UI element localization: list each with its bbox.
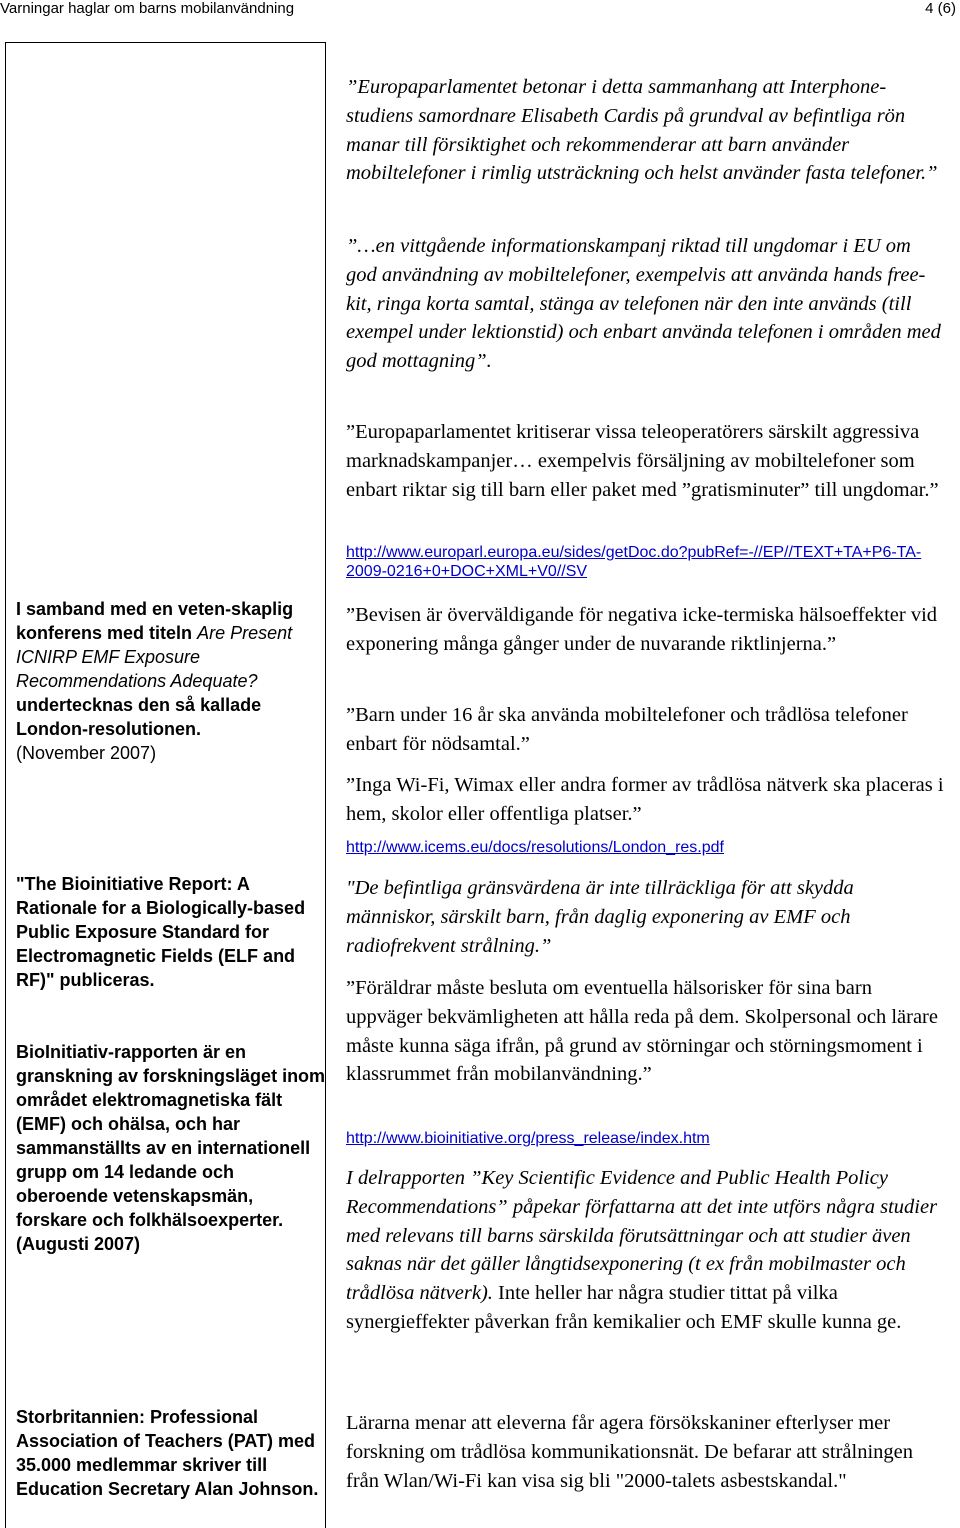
body-text-italic: I delrapporten ”Key Scientific Evidence and Public Health Policy Recommendations” påpekar författarna att det inte utförs några studier med relevans till barns särskilda förutsättningar och att studier även saknas när det gäller långtidsexponering (t ex från mobilmaster och trådlösa nätverk).	[346, 1167, 938, 1305]
sidebar-frame	[5, 42, 326, 1528]
sidebar-block-bioinitiative-report: "The Bioinitiative Report: A Rationale for a Biologically-based Public Exposure Standard for Electromagnetic Fields (ELF and RF)" publiceras.	[16, 874, 306, 990]
europarl-link[interactable]: http://www.europarl.europa.eu/sides/getDoc.do?pubRef=-//EP//TEXT+TA+P6-TA-2009-0216+0+DOC+XML+V0//SV	[346, 544, 922, 580]
sidebar-block-london-resolution	[16, 597, 328, 765]
sidebar-date: (November 2007)	[16, 743, 157, 763]
quote-paragraph: ”…en vittgående informationskampanj riktad till ungdomar i EU om god användning av mobiltelefoner, exempelvis att använda hands free-kit, ringa korta samtal, stänga av telefonen när den inte används (till exempel under lektionstid) och enbart använda telefonen i områden med god mottagning”.	[346, 235, 941, 373]
quote-paragraph: ”Barn under 16 år ska använda mobiltelefoner och trådlösa telefoner enbart för nödsamtal.”	[346, 704, 908, 755]
sidebar-bioinitiative-text: BioInitiativ-rapporten är en granskning av forskningsläget inom området elektromagnetiska fält (EMF) och ohälsa, och har sammanställts av en internationell grupp om 14 ledande och oberoende vetenskapsmän, forskare och folkhälsoexperter.	[16, 1042, 326, 1230]
sidebar-block-bioinitiative-description	[16, 1040, 328, 1256]
document-title: Varningar haglar om barns mobilanvändning	[0, 0, 295, 17]
quote-paragraph: ”Europaparlamentet betonar i detta sammanhang att Interphone-studiens samordnare Elisabeth Cardis på grundval av befintliga rön manar till försiktighet och rekommenderar att barn använder mobiltelefoner i rimlig utsträckning och helst använder fasta telefoner.”	[346, 76, 938, 185]
quote-paragraph: ”Föräldrar måste besluta om eventuella hälsorisker för sina barn uppväger bekvämligheten att hålla reda på dem. Skolpersonal och lärare måste kunna säga ifrån, på grund av störningar och störningsmoment i klassrummet från mobilanvändning.”	[346, 977, 938, 1086]
page-number: 4 (6)	[925, 0, 956, 17]
conference-title: Are Present ICNIRP EMF Exposure Recommendations Adequate?	[16, 623, 293, 691]
page-header	[0, 0, 960, 20]
quote-paragraph: ”Europaparlamentet kritiserar vissa teleoperatörers särskilt aggressiva marknadskampanjer… exempelvis försäljning av mobiltelefoner som enbart riktar sig till barn eller paket med ”gratisminuter” till ungdomar.”	[346, 421, 939, 501]
quote-paragraph: ”Bevisen är överväldigande för negativa icke-termiska hälsoeffekter vid exponering många gånger under de nuvarande riktlinjerna.”	[346, 604, 938, 655]
body-paragraph: Lärarna menar att eleverna får agera försökskaniner efterlyser mer forskning om trådlösa kommunikationsnät. De befarar att strålningen från Wlan/Wi-Fi kan visa sig bli "2000-talets asbestskandal."	[346, 1412, 914, 1492]
body-paragraph	[346, 1164, 946, 1337]
sidebar-block-pat: Storbritannien: Professional Association of Teachers (PAT) med 35.000 medlemmar skriver till Education Secretary Alan Johnson.	[16, 1407, 319, 1499]
sidebar-intro: I samband med en veten-skaplig konferens med titeln	[16, 599, 294, 643]
icems-link[interactable]: http://www.icems.eu/docs/resolutions/London_res.pdf	[346, 839, 724, 856]
quote-paragraph: "De befintliga gränsvärdena är inte tillräckliga för att skydda människor, särskilt barn, från daglig exponering av EMF och radiofrekvent strålning.”	[346, 877, 854, 957]
quote-paragraph: ”Inga Wi-Fi, Wimax eller andra former av trådlösa nätverk ska placeras i hem, skolor eller offentliga platser.”	[346, 774, 944, 825]
sidebar-resolution-text: undertecknas den så kallade London-resolutionen.	[16, 695, 262, 739]
sidebar-date: (Augusti 2007)	[16, 1234, 141, 1254]
bioinitiative-link[interactable]: http://www.bioinitiative.org/press_release/index.htm	[346, 1130, 710, 1147]
body-text: Inte heller har några studier tittat på vilka synergieffekter påverkan från kemikalier och EMF skulle kunna ge.	[346, 1282, 902, 1333]
